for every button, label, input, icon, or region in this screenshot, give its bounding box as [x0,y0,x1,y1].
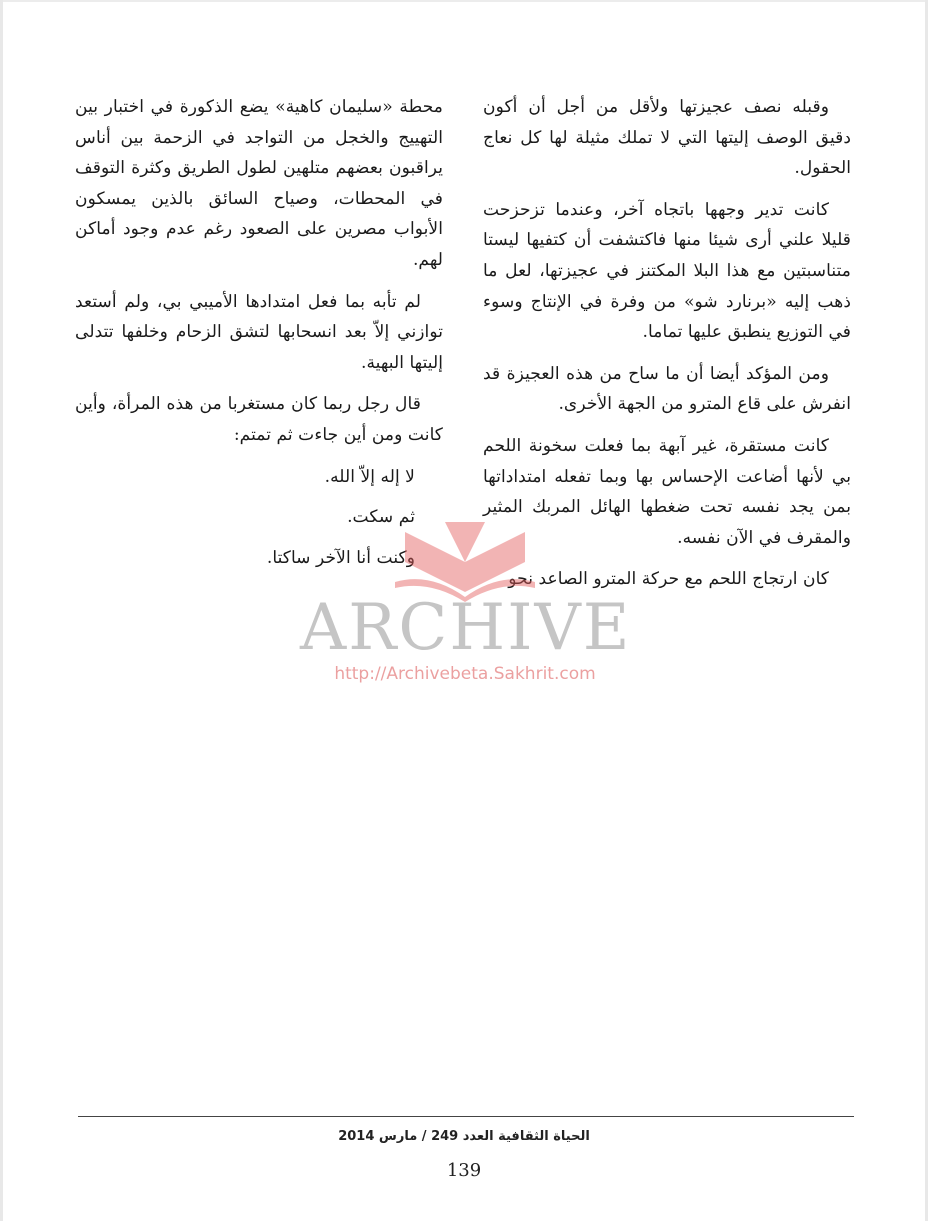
page-number: 139 [446,1160,482,1181]
footer-divider [78,1116,854,1117]
quoted-line: لا إله إلاّ الله. [324,466,415,487]
page-edge-left [0,0,3,1221]
paragraph: قال رجل ربما كان مستغربا من هذه المرأة، وأين كانت ومن أين جاءت ثم تمتم: [75,394,443,445]
page-edge-top [0,0,928,2]
archive-watermark [300,522,630,694]
paragraph: محطة «سليمان كاهية» يضع الذكورة في اختبار بين التهييج والخجل من التواجد في الزحمة بين أناس يراقبون بعضهم متلهين لطول الطريق وكثرة التوقف في المحطات، وصياح السائق بالذين يمسكون الأبواب مصرين على الصعود رغم عدم وجود أماكن لهم. [75,97,443,270]
closing-line: وكنت أنا الآخر ساكتا. [266,547,415,568]
paragraph: ومن المؤكد أيضا أن ما ساح من هذه العجيزة قد انفرش على قاع المترو من الجهة الأخرى. [483,363,851,415]
paragraph: كانت تدير وجهها باتجاه آخر، وعندما تزحزحت قليلا علني أرى شيئا منها فاكتشفت أن كتفيها ليستا متناسبتين مع هذا البلا المكتنز في عجيزتها، لعل ما ذهب إليه «برنارد شو» من وفرة في الإنتاج وسوء في التوزيع ينطبق عليها تماما. [483,199,851,343]
paragraph: كانت مستقرة، غير آبهة بما فعلت سخونة اللحم بي لأنها أضاعت الإحساس بها وبما تفعله امتداداتها بمن يجد نفسه تحت ضغطها الهائل المربك المثير والمقرف في الآن نفسه. [483,435,851,548]
watermark-title: ARCHIVE [300,591,632,665]
watermark-url: http://Archivebeta.Sakhrit.com [334,664,596,684]
footer-journal-info: الحياة الثقافية العدد 249 / مارس 2014 [338,1129,590,1144]
quoted-line: ثم سكت. [347,507,415,528]
paragraph: وقبله نصف عجيزتها ولأقل من أجل أن أكون دقيق الوصف إليتها التي لا تملك مثيلة لها كل نعاج الحقول. [483,97,851,179]
left-text-column [75,92,443,583]
paragraph: لم تأبه بما فعل امتدادها الأميبي بي، ولم أستعد توازني إلاّ بعد انسحابها لتشق الزحام وخلفها تتدلى إليتها البهية. [75,291,443,373]
paragraph: كان ارتجاج اللحم مع حركة المترو الصاعد نحو [508,569,829,590]
